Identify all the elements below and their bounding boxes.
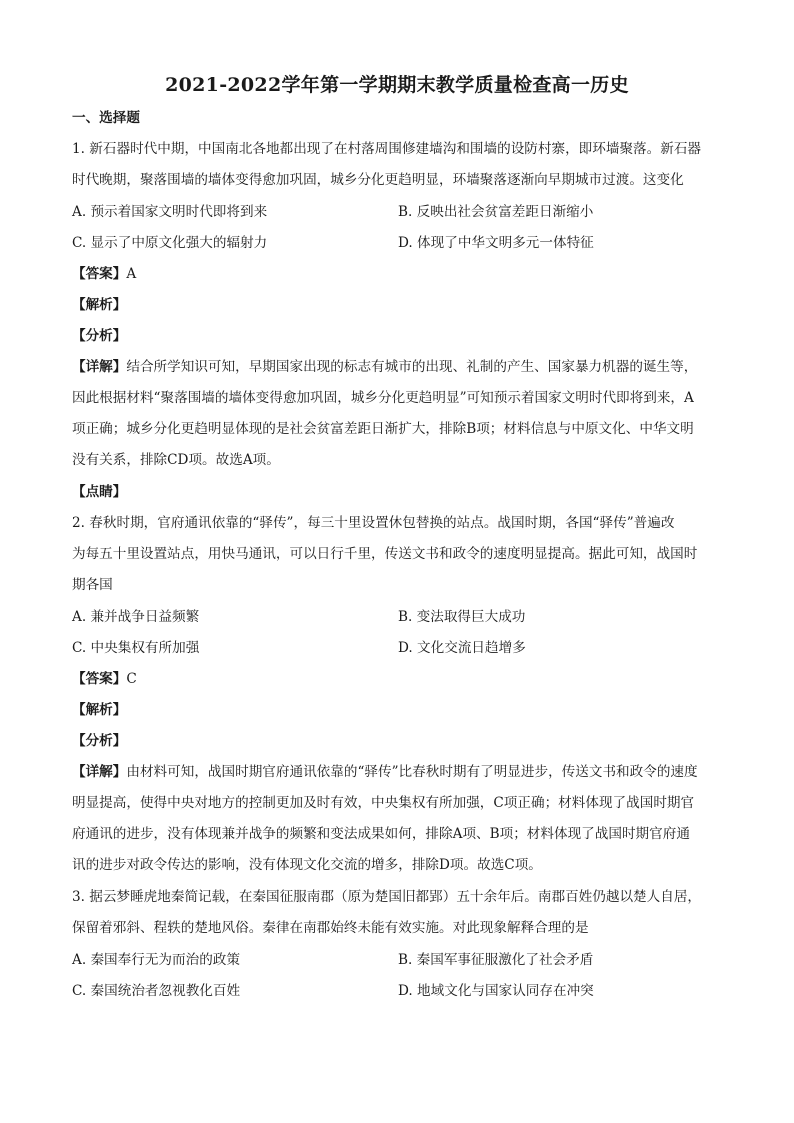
q3-option-b: B. 秦国军事征服激化了社会矛盾 [398, 952, 594, 968]
answer-tag: 【答案】 [72, 266, 127, 282]
q1-option-a: A. 预示着国家文明时代即将到来 [72, 204, 268, 220]
q1-answer [72, 264, 136, 284]
q2-answer [72, 669, 137, 689]
q2-line-1: 2. 春秋时期，官府通讯依靠的“驿传”，每三十里设置休包替换的站点。战国时期，各国“驿传”普遍改 [72, 515, 675, 531]
q1-dianjing-tag: 【点睛】 [72, 484, 127, 500]
detail-tag: 【详解】 [72, 359, 127, 375]
q2-analysis-tag: 【解析】 [72, 702, 127, 718]
q1-option-c: C. 显示了中原文化强大的辐射力 [72, 235, 268, 251]
section-heading: 一、选择题 [72, 110, 140, 126]
answer-tag: 【答案】 [72, 671, 127, 687]
q2-option-a: A. 兼并战争日益频繁 [72, 609, 200, 625]
q2-option-d: D. 文化交流日趋增多 [398, 640, 526, 656]
q3-line-2: 保留着邪斜、程轶的楚地风俗。秦律在南郡始终未能有效实施。对此现象解释合理的是 [72, 920, 589, 936]
q3-option-c: C. 秦国统治者忽视教化百姓 [72, 983, 241, 999]
q2-detail-line-3: 府通讯的进步，没有体现兼并战争的频繁和变法成果如何，排除A项、B项；材料体现了战国时期官府通 [72, 826, 690, 842]
q1-line-2: 时代晚期，聚落围墙的墙体变得愈加巩固，城乡分化更趋明显，环墙聚落逐渐向早期城市过渡。这变化 [72, 172, 684, 188]
q1-detail-line-4: 没有关系，排除CD项。故选A项。 [72, 452, 280, 468]
q2-detail-line-2: 明显提高，使得中央对地方的控制更加及时有效，中央集权有所加强，C项正确；材料体现了战国时期官 [72, 795, 695, 811]
q2-detail-line-4: 讯的进步对政令传达的影响，没有体现文化交流的增多，排除D项。故选C项。 [72, 857, 542, 873]
q1-option-d: D. 体现了中华文明多元一体特征 [398, 235, 594, 251]
q2-option-b: B. 变法取得巨大成功 [398, 609, 526, 625]
answer-value: A [126, 266, 137, 282]
answer-value: C [126, 671, 137, 687]
page-title: 2021-2022学年第一学期期末教学质量检查高一历史 [165, 74, 629, 96]
q1-fenxi-tag: 【分析】 [72, 328, 127, 344]
q1-option-b: B. 反映出社会贫富差距日渐缩小 [398, 204, 594, 220]
detail-tag: 【详解】 [72, 764, 127, 780]
q2-fenxi-tag: 【分析】 [72, 733, 127, 749]
detail-text: 由材料可知，战国时期官府通讯依靠的“驿传”比春秋时期有了明显进步，传送文书和政令的速度 [126, 764, 698, 780]
q1-detail-line-3: 项正确；城乡分化更趋明显体现的是社会贫富差距日渐扩大，排除B项；材料信息与中原文化、中华文明 [72, 421, 694, 437]
detail-text: 结合所学知识可知，早期国家出现的标志有城市的出现、礼制的产生、国家暴力机器的诞生等， [126, 359, 698, 375]
q1-analysis-tag: 【解析】 [72, 297, 127, 313]
q2-option-c: C. 中央集权有所加强 [72, 640, 200, 656]
q2-line-2: 为每五十里设置站点，用快马通讯，可以日行千里，传送文书和政令的速度明显提高。据此可知，战国时 [72, 546, 698, 562]
q1-line-1: 1. 新石器时代中期，中国南北各地都出现了在村落周围修建墙沟和围墙的设防村寨，即环墙聚落。新石器 [72, 141, 702, 157]
q3-line-1: 3. 据云梦睡虎地秦简记载，在秦国征服南郡（原为楚国旧都郢）五十余年后。南郡百姓仍越以楚人自居， [72, 889, 702, 905]
q3-option-d: D. 地域文化与国家认同存在冲突 [398, 983, 594, 999]
q2-line-3: 期各国 [72, 577, 113, 593]
q3-option-a: A. 秦国奉行无为而治的政策 [72, 952, 240, 968]
q1-detail-line-2: 因此根据材料“聚落围墙的墙体变得愈加巩固，城乡分化更趋明显”可知预示着国家文明时代即将到来，A [72, 390, 694, 406]
q2-detail-line-1 [72, 762, 698, 782]
q1-detail-line-1 [72, 357, 697, 377]
